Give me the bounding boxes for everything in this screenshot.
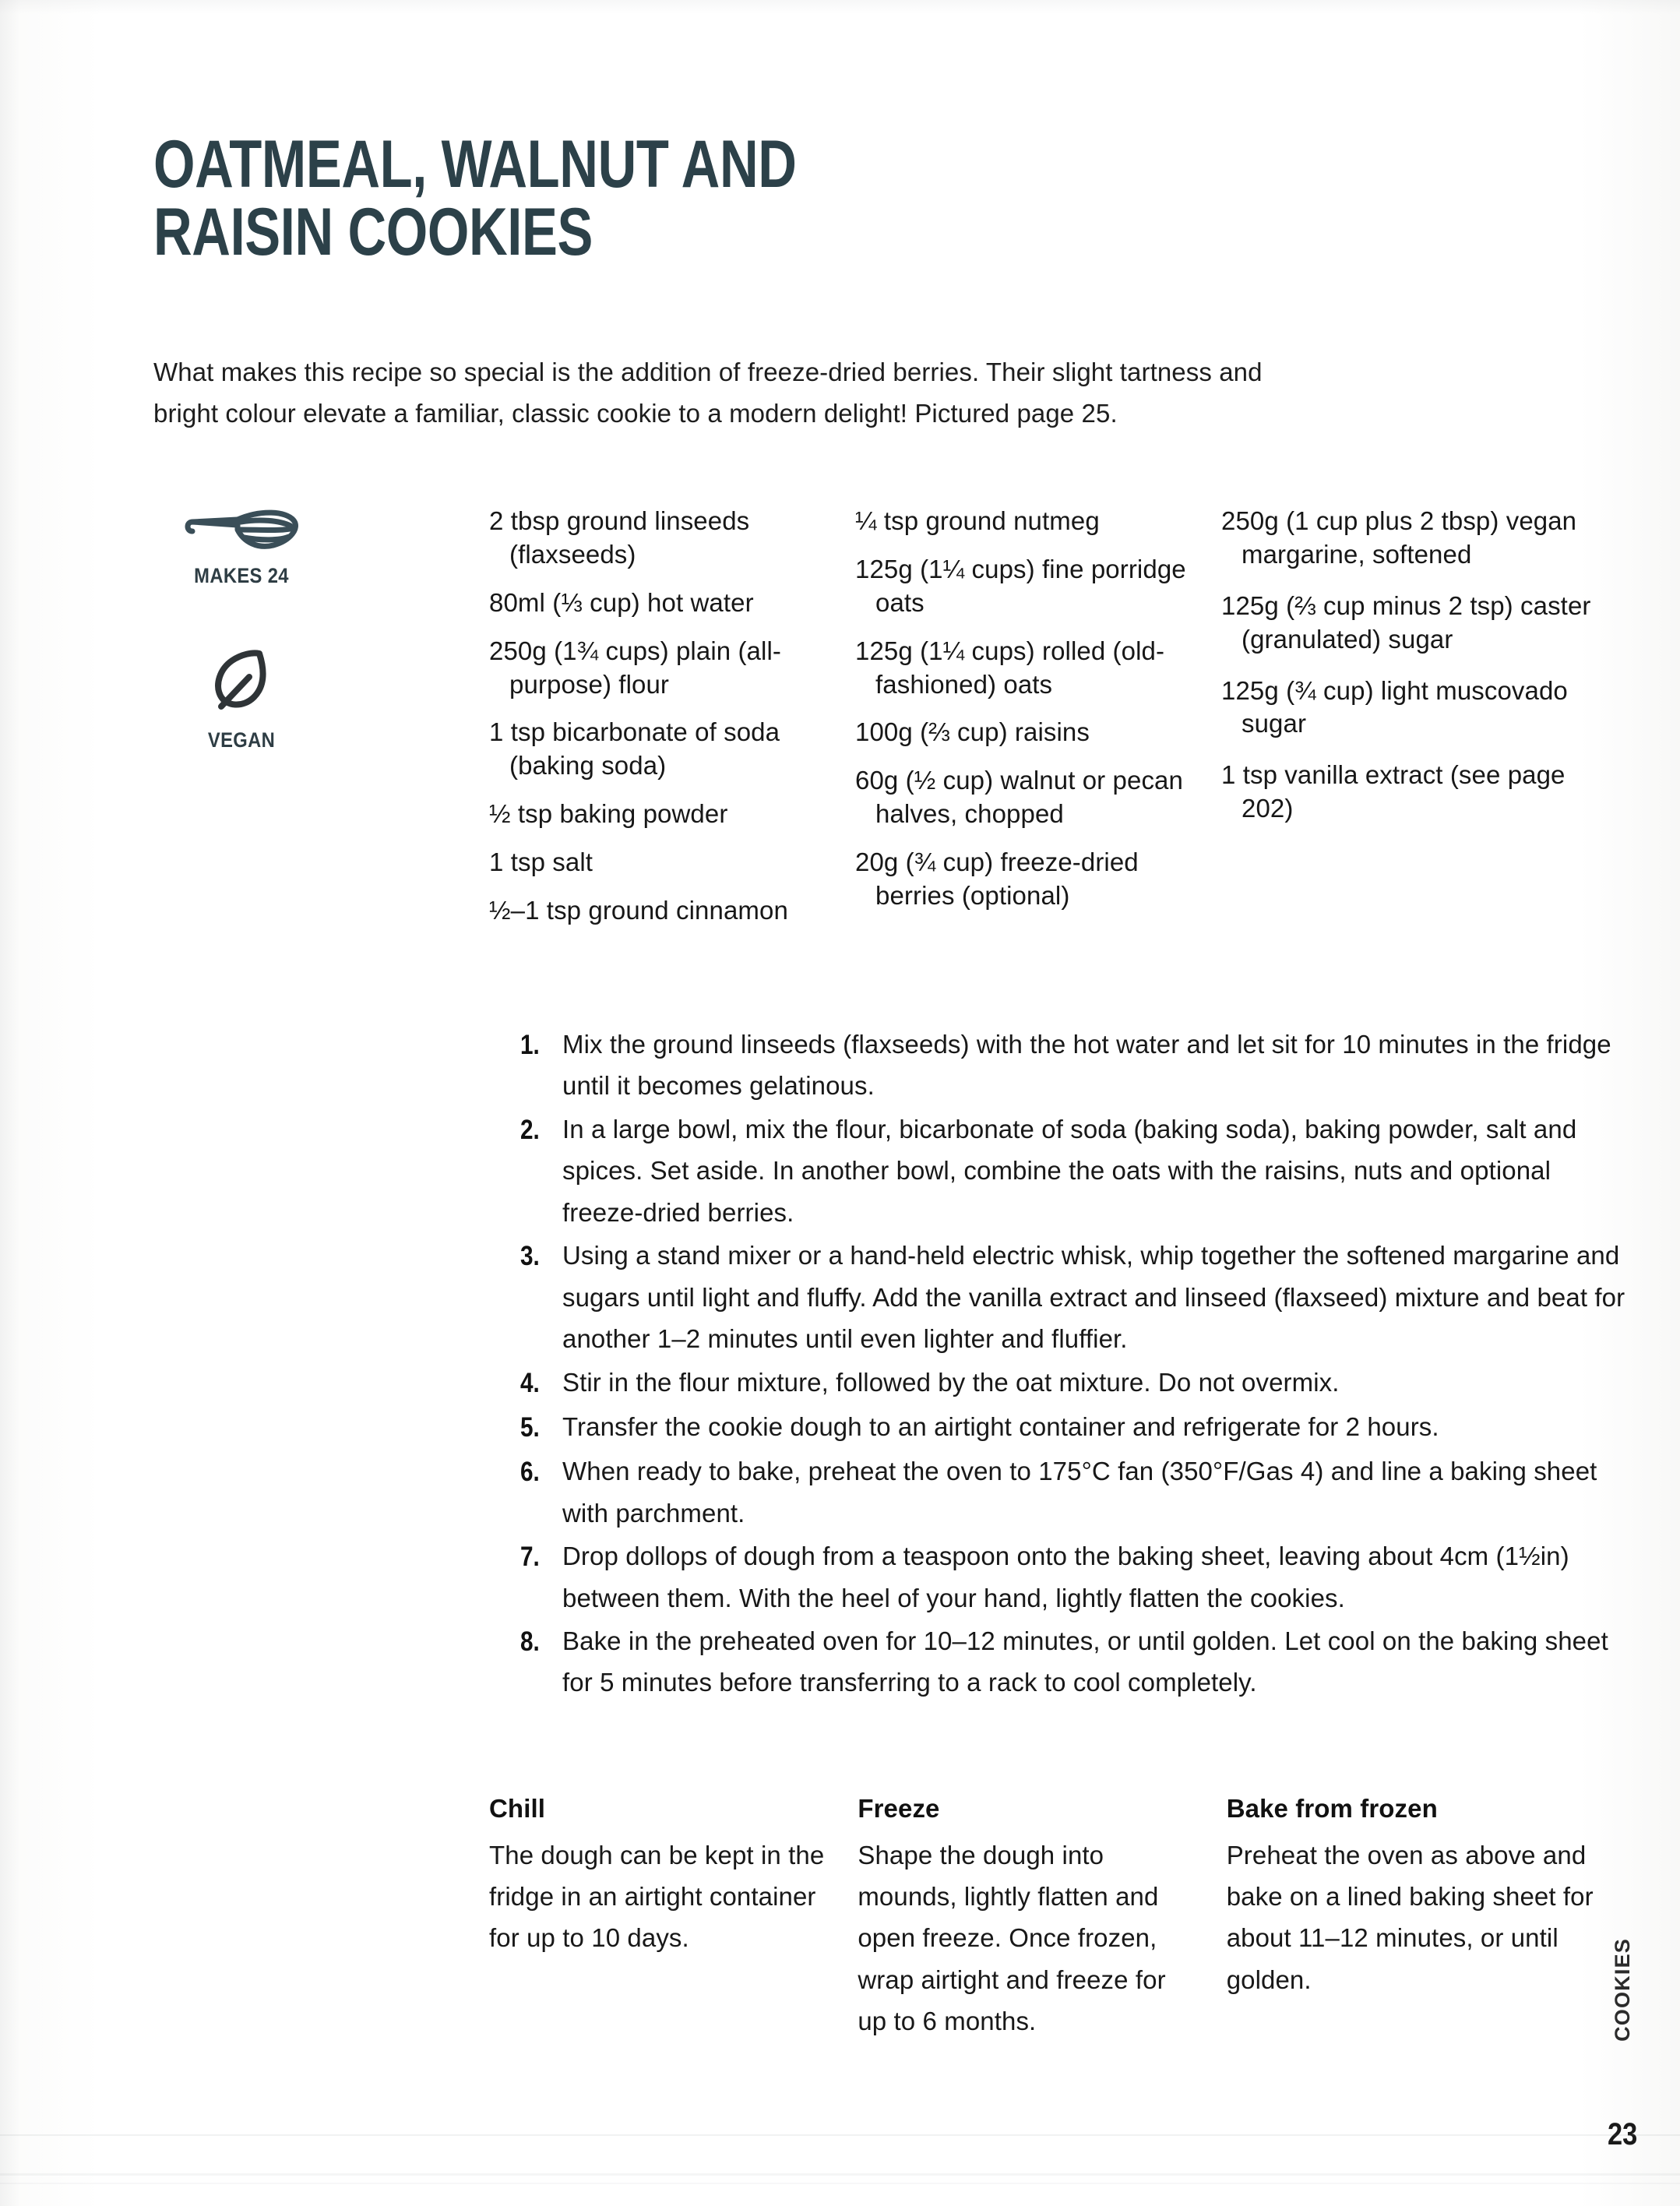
step-text: Drop dollops of dough from a teaspoon onto the baking sheet, leaving about 4cm (1½in) between them. With the heel of your hand, lightly flatten the cookies.: [562, 1542, 1569, 1612]
step-number: 3.: [520, 1241, 540, 1272]
step-text: In a large bowl, mix the flour, bicarbonate of soda (baking soda), baking powder, salt and spices. Set aside. In another bowl, combine the oats with the raisins, nuts and optional freeze-dried berries.: [562, 1114, 1577, 1227]
method-step: [520, 1108, 1626, 1233]
storage-note-freeze: [858, 1789, 1226, 2042]
storage-note-heading: Chill: [489, 1794, 545, 1823]
scan-edge-top: [0, 0, 1680, 14]
ingredients-column-1: [489, 505, 855, 943]
storage-note-heading: Freeze: [858, 1794, 940, 1823]
method-step: [520, 1535, 1626, 1619]
ingredients-section: [489, 505, 1595, 943]
ingredient-item: 100g (⅔ cup) raisins: [855, 717, 1090, 747]
ingredient-item: ¼ tsp ground nutmeg: [855, 506, 1100, 535]
step-number: 5.: [520, 1411, 540, 1443]
badge-vegan: [140, 646, 343, 752]
whisk-icon: [140, 505, 343, 553]
ingredient-item: 20g (¾ cup) freeze-dried berries (optional): [855, 848, 1139, 911]
step-text: Bake in the preheated oven for 10–12 minutes, or until golden. Let cool on the baking sheet for 5 minutes before transferring to a rack to cool completely.: [562, 1626, 1608, 1697]
recipe-intro: What makes this recipe so special is the addition of freeze-dried berries. Their slight tartness and bright colour elevate a familiar, classic cookie to a modern delight! Pictured page 25.: [153, 358, 1263, 428]
method-step: [520, 1406, 1626, 1449]
badge-makes-label: MAKES 24: [194, 564, 289, 587]
ingredient-item: 125g (1¼ cups) fine porridge oats: [855, 554, 1186, 617]
badge-makes: [140, 505, 343, 588]
step-number: 6.: [520, 1457, 540, 1488]
scan-artifact-line: [0, 2134, 1680, 2136]
storage-note-body: The dough can be kept in the fridge in an airtight container for up to 10 days.: [489, 1840, 825, 1953]
ingredient-item: 125g (⅔ cup minus 2 tsp) caster (granulated) sugar: [1221, 590, 1591, 654]
step-number: 4.: [520, 1367, 540, 1398]
page-title-line-2: RAISIN COOKIES: [153, 195, 593, 270]
method-steps: [489, 1024, 1626, 1705]
ingredient-item: 2 tbsp ground linseeds (flaxseeds): [489, 506, 750, 569]
step-text: Using a stand mixer or a hand-held electric whisk, whip together the softened margarine and sugars until light and fluffy. Add the vanilla extract and linseed (flaxseed) mixture and beat for another 1–2 minutes until even lighter and fluffier.: [562, 1241, 1625, 1354]
method-step: [520, 1450, 1626, 1534]
ingredient-item: 1 tsp salt: [489, 848, 593, 877]
running-head-chapter: COOKIES: [1611, 1938, 1634, 2042]
ingredient-item: ½ tsp baking powder: [489, 799, 728, 829]
step-text: Stir in the flour mixture, followed by the oat mixture. Do not overmix.: [562, 1367, 1340, 1397]
page-title-line-1: OATMEAL, WALNUT AND: [153, 126, 797, 202]
leaf-icon: [140, 646, 343, 714]
ingredient-item: 250g (1 cup plus 2 tbsp) vegan margarine, softened: [1221, 506, 1577, 569]
ingredients-column-2: [855, 505, 1221, 943]
method-step: [520, 1235, 1626, 1359]
scan-artifact-line: [0, 2183, 1680, 2184]
storage-note-body: Shape the dough into mounds, lightly flatten and open freeze. Once frozen, wrap airtight and freeze for up to 6 months.: [858, 1840, 1166, 2036]
storage-notes: [489, 1789, 1595, 2042]
step-text: When ready to bake, preheat the oven to 175°C fan (350°F/Gas 4) and line a baking sheet with parchment.: [562, 1457, 1597, 1528]
step-text: Transfer the cookie dough to an airtight container and refrigerate for 2 hours.: [562, 1411, 1439, 1441]
ingredient-item: ½–1 tsp ground cinnamon: [489, 896, 788, 925]
step-number: 2.: [520, 1114, 540, 1145]
step-number: 1.: [520, 1030, 540, 1060]
ingredient-item: 1 tsp vanilla extract (see page 202): [1221, 760, 1566, 823]
method-step: [520, 1620, 1626, 1704]
ingredient-item: 1 tsp bicarbonate of soda (baking soda): [489, 717, 780, 781]
storage-note-chill: [489, 1789, 858, 2042]
step-text: Mix the ground linseeds (flaxseeds) with the hot water and let sit for 10 minutes in the fridge until it becomes gelatinous.: [562, 1030, 1611, 1101]
ingredient-item: 80ml (⅓ cup) hot water: [489, 587, 754, 617]
ingredient-item: 250g (1¾ cups) plain (all-purpose) flour: [489, 636, 781, 699]
ingredient-item: 60g (½ cup) walnut or pecan halves, chopped: [855, 766, 1183, 829]
page-title: [153, 126, 1026, 270]
ingredient-item: 125g (¾ cup) light muscovado sugar: [1221, 675, 1568, 738]
method-step: [520, 1024, 1626, 1107]
scan-edge-left: [0, 0, 20, 2206]
storage-note-bake-from-frozen: [1227, 1789, 1595, 2042]
storage-note-body: Preheat the oven as above and bake on a lined baking sheet for about 11–12 minutes, or until golden.: [1226, 1840, 1594, 1994]
badge-rail: [140, 505, 343, 810]
page-number: 23: [1608, 2117, 1638, 2151]
storage-note-heading: Bake from frozen: [1226, 1794, 1438, 1823]
scan-artifact-line: [0, 2173, 1680, 2176]
ingredient-item: 125g (1¼ cups) rolled (old-fashioned) oats: [855, 636, 1165, 699]
ingredients-column-3: [1221, 505, 1595, 943]
badge-vegan-label: VEGAN: [207, 728, 276, 752]
method-step: [520, 1362, 1626, 1404]
step-number: 8.: [520, 1626, 540, 1658]
step-number: 7.: [520, 1542, 540, 1573]
